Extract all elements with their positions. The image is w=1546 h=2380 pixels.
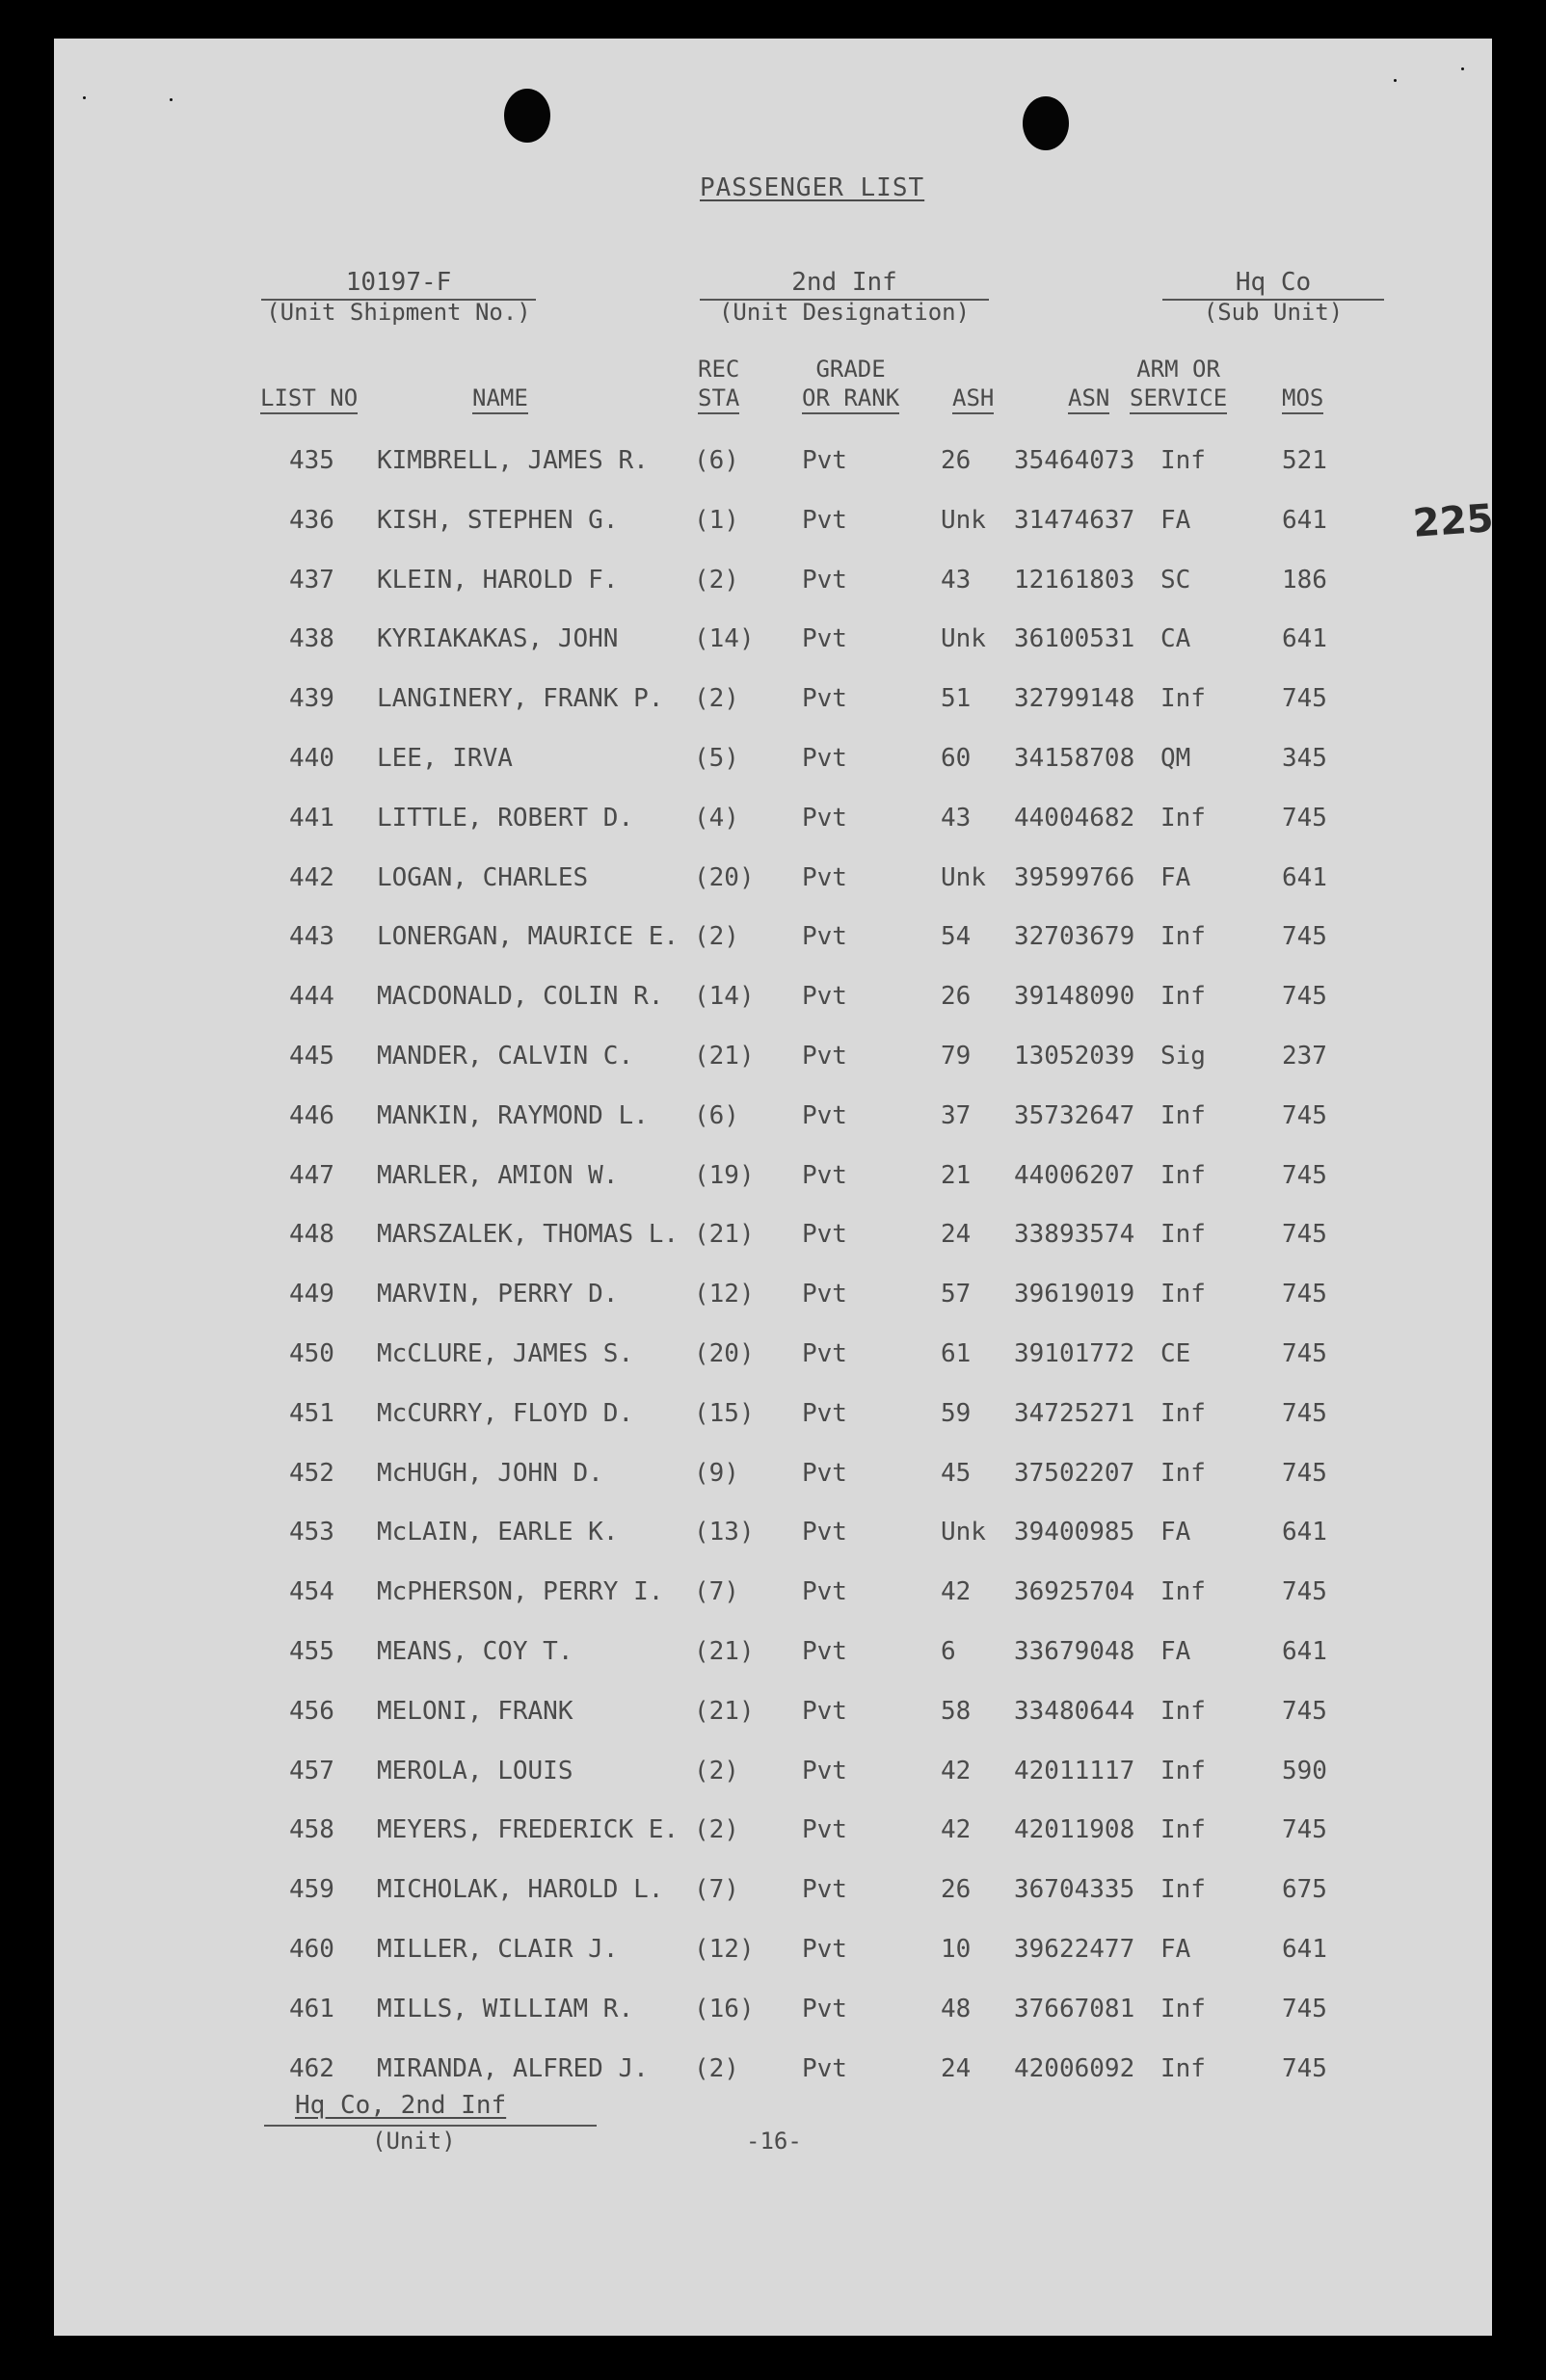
cell-grade: Pvt bbox=[802, 1220, 847, 1250]
cell-rec-sta: (16) bbox=[694, 1994, 755, 2023]
cell-arm-service: Inf bbox=[1160, 1994, 1206, 2023]
cell-mos: 745 bbox=[1282, 1815, 1327, 1845]
cell-list-no: 447 bbox=[289, 1160, 334, 1190]
cell-ash: 57 bbox=[941, 1280, 972, 1309]
punch-hole bbox=[1023, 96, 1069, 150]
cell-grade: Pvt bbox=[802, 1696, 847, 1726]
cell-list-no: 437 bbox=[289, 565, 334, 595]
cell-list-no: 435 bbox=[289, 446, 334, 475]
cell-list-no: 462 bbox=[289, 2053, 334, 2083]
cell-rec-sta: (5) bbox=[694, 744, 739, 773]
col-list-no: LIST NO bbox=[260, 383, 358, 414]
speck bbox=[83, 96, 86, 99]
cell-rec-sta: (7) bbox=[694, 1875, 739, 1905]
cell-mos: 745 bbox=[1282, 1100, 1327, 1130]
cell-ash: Unk bbox=[941, 505, 986, 535]
cell-name: McLAIN, EARLE K. bbox=[377, 1518, 619, 1547]
cell-grade: Pvt bbox=[802, 982, 847, 1012]
cell-rec-sta: (2) bbox=[694, 1815, 739, 1845]
cell-ash: 61 bbox=[941, 1339, 972, 1368]
punch-hole bbox=[504, 89, 550, 143]
cell-mos: 745 bbox=[1282, 922, 1327, 952]
cell-grade: Pvt bbox=[802, 684, 847, 714]
cell-arm-service: Inf bbox=[1160, 1398, 1206, 1428]
cell-asn: 37667081 bbox=[1014, 1994, 1135, 2023]
cell-name: MARVIN, PERRY D. bbox=[377, 1280, 619, 1309]
cell-name: McCURRY, FLOYD D. bbox=[377, 1398, 634, 1428]
cell-arm-service: Inf bbox=[1160, 1100, 1206, 1130]
cell-name: MILLER, CLAIR J. bbox=[377, 1935, 619, 1964]
cell-ash: 42 bbox=[941, 1815, 972, 1845]
cell-name: MELONI, FRANK bbox=[377, 1696, 573, 1726]
cell-rec-sta: (13) bbox=[694, 1518, 755, 1547]
cell-list-no: 448 bbox=[289, 1220, 334, 1250]
cell-list-no: 443 bbox=[289, 922, 334, 952]
cell-asn: 39148090 bbox=[1014, 982, 1135, 1012]
cell-asn: 34158708 bbox=[1014, 744, 1135, 773]
cell-ash: 51 bbox=[941, 684, 972, 714]
col-mos: MOS bbox=[1282, 383, 1323, 414]
cell-mos: 745 bbox=[1282, 1577, 1327, 1607]
cell-arm-service: FA bbox=[1160, 1518, 1191, 1547]
cell-ash: 42 bbox=[941, 1756, 972, 1785]
cell-asn: 39619019 bbox=[1014, 1280, 1135, 1309]
cell-grade: Pvt bbox=[802, 1042, 847, 1071]
cell-ash: 43 bbox=[941, 803, 972, 833]
cell-asn: 44006207 bbox=[1014, 1160, 1135, 1190]
cell-rec-sta: (2) bbox=[694, 565, 739, 595]
cell-mos: 745 bbox=[1282, 1994, 1327, 2023]
unit-shipment-number: 10197-F bbox=[261, 268, 536, 301]
cell-list-no: 446 bbox=[289, 1100, 334, 1130]
cell-list-no: 442 bbox=[289, 862, 334, 892]
cell-arm-service: Inf bbox=[1160, 684, 1206, 714]
cell-name: McCLURE, JAMES S. bbox=[377, 1339, 634, 1368]
cell-ash: 24 bbox=[941, 2053, 972, 2083]
cell-name: MILLS, WILLIAM R. bbox=[377, 1994, 634, 2023]
cell-grade: Pvt bbox=[802, 1577, 847, 1607]
cell-grade: Pvt bbox=[802, 1637, 847, 1666]
cell-rec-sta: (9) bbox=[694, 1458, 739, 1488]
unit-designation-caption: (Unit Designation) bbox=[718, 299, 971, 326]
cell-list-no: 445 bbox=[289, 1042, 334, 1071]
cell-arm-service: Inf bbox=[1160, 446, 1206, 475]
cell-ash: 26 bbox=[941, 1875, 972, 1905]
cell-rec-sta: (2) bbox=[694, 1756, 739, 1785]
cell-arm-service: Inf bbox=[1160, 1696, 1206, 1726]
cell-ash: 24 bbox=[941, 1220, 972, 1250]
cell-ash: 26 bbox=[941, 446, 972, 475]
cell-list-no: 438 bbox=[289, 624, 334, 654]
cell-asn: 39101772 bbox=[1014, 1339, 1135, 1368]
sub-unit: Hq Co bbox=[1162, 268, 1384, 301]
cell-list-no: 441 bbox=[289, 803, 334, 833]
cell-mos: 345 bbox=[1282, 744, 1327, 773]
cell-name: LEE, IRVA bbox=[377, 744, 513, 773]
cell-asn: 33893574 bbox=[1014, 1220, 1135, 1250]
col-rec-sta: REC STA bbox=[698, 355, 739, 414]
cell-list-no: 457 bbox=[289, 1756, 334, 1785]
cell-arm-service: CE bbox=[1160, 1339, 1191, 1368]
cell-rec-sta: (19) bbox=[694, 1160, 755, 1190]
cell-ash: 45 bbox=[941, 1458, 972, 1488]
cell-arm-service: Inf bbox=[1160, 1280, 1206, 1309]
cell-grade: Pvt bbox=[802, 1398, 847, 1428]
cell-rec-sta: (20) bbox=[694, 862, 755, 892]
cell-rec-sta: (2) bbox=[694, 684, 739, 714]
cell-name: KISH, STEPHEN G. bbox=[377, 505, 619, 535]
cell-grade: Pvt bbox=[802, 1280, 847, 1309]
cell-list-no: 460 bbox=[289, 1935, 334, 1964]
cell-ash: Unk bbox=[941, 1518, 986, 1547]
cell-rec-sta: (14) bbox=[694, 624, 755, 654]
cell-grade: Pvt bbox=[802, 1160, 847, 1190]
cell-arm-service: QM bbox=[1160, 744, 1191, 773]
cell-list-no: 453 bbox=[289, 1518, 334, 1547]
cell-list-no: 454 bbox=[289, 1577, 334, 1607]
cell-rec-sta: (21) bbox=[694, 1637, 755, 1666]
cell-name: MARLER, AMION W. bbox=[377, 1160, 619, 1190]
cell-name: McPHERSON, PERRY I. bbox=[377, 1577, 664, 1607]
cell-name: MEANS, COY T. bbox=[377, 1637, 573, 1666]
cell-asn: 35732647 bbox=[1014, 1100, 1135, 1130]
cell-rec-sta: (12) bbox=[694, 1935, 755, 1964]
cell-grade: Pvt bbox=[802, 1875, 847, 1905]
unit-shipment-caption: (Unit Shipment No.) bbox=[266, 299, 531, 326]
document-title: PASSENGER LIST bbox=[700, 173, 925, 202]
cell-asn: 32799148 bbox=[1014, 684, 1135, 714]
cell-list-no: 444 bbox=[289, 982, 334, 1012]
cell-mos: 745 bbox=[1282, 1458, 1327, 1488]
cell-mos: 745 bbox=[1282, 1339, 1327, 1368]
cell-ash: 26 bbox=[941, 982, 972, 1012]
cell-name: MARSZALEK, THOMAS L. bbox=[377, 1220, 680, 1250]
cell-list-no: 449 bbox=[289, 1280, 334, 1309]
cell-rec-sta: (12) bbox=[694, 1280, 755, 1309]
cell-rec-sta: (20) bbox=[694, 1339, 755, 1368]
cell-ash: 6 bbox=[941, 1637, 956, 1666]
cell-ash: 10 bbox=[941, 1935, 972, 1964]
cell-name: MICHOLAK, HAROLD L. bbox=[377, 1875, 664, 1905]
cell-name: LOGAN, CHARLES bbox=[377, 862, 589, 892]
cell-arm-service: FA bbox=[1160, 505, 1191, 535]
cell-asn: 37502207 bbox=[1014, 1458, 1135, 1488]
cell-mos: 521 bbox=[1282, 446, 1327, 475]
cell-mos: 745 bbox=[1282, 982, 1327, 1012]
cell-list-no: 455 bbox=[289, 1637, 334, 1666]
cell-ash: 60 bbox=[941, 744, 972, 773]
cell-arm-service: Inf bbox=[1160, 982, 1206, 1012]
cell-name: MIRANDA, ALFRED J. bbox=[377, 2053, 649, 2083]
cell-name: MEROLA, LOUIS bbox=[377, 1756, 573, 1785]
cell-arm-service: FA bbox=[1160, 1637, 1191, 1666]
cell-grade: Pvt bbox=[802, 1935, 847, 1964]
cell-rec-sta: (7) bbox=[694, 1577, 739, 1607]
cell-rec-sta: (2) bbox=[694, 922, 739, 952]
cell-list-no: 461 bbox=[289, 1994, 334, 2023]
cell-rec-sta: (1) bbox=[694, 505, 739, 535]
cell-name: MEYERS, FREDERICK E. bbox=[377, 1815, 680, 1845]
cell-grade: Pvt bbox=[802, 1756, 847, 1785]
cell-ash: Unk bbox=[941, 624, 986, 654]
cell-grade: Pvt bbox=[802, 1339, 847, 1368]
cell-grade: Pvt bbox=[802, 803, 847, 833]
cell-arm-service: CA bbox=[1160, 624, 1191, 654]
cell-asn: 39622477 bbox=[1014, 1935, 1135, 1964]
cell-rec-sta: (2) bbox=[694, 2053, 739, 2083]
col-asn: ASN bbox=[1068, 383, 1109, 414]
cell-arm-service: Inf bbox=[1160, 1160, 1206, 1190]
cell-asn: 36704335 bbox=[1014, 1875, 1135, 1905]
cell-arm-service: Sig bbox=[1160, 1042, 1206, 1071]
cell-mos: 675 bbox=[1282, 1875, 1327, 1905]
cell-list-no: 456 bbox=[289, 1696, 334, 1726]
cell-mos: 745 bbox=[1282, 1160, 1327, 1190]
cell-mos: 745 bbox=[1282, 1280, 1327, 1309]
cell-name: LANGINERY, FRANK P. bbox=[377, 684, 664, 714]
cell-list-no: 452 bbox=[289, 1458, 334, 1488]
cell-asn: 34725271 bbox=[1014, 1398, 1135, 1428]
cell-name: MACDONALD, COLIN R. bbox=[377, 982, 664, 1012]
page-stamp-number: 225 bbox=[1411, 496, 1496, 546]
cell-arm-service: Inf bbox=[1160, 1756, 1206, 1785]
cell-name: LITTLE, ROBERT D. bbox=[377, 803, 634, 833]
cell-asn: 12161803 bbox=[1014, 565, 1135, 595]
cell-grade: Pvt bbox=[802, 1518, 847, 1547]
cell-mos: 745 bbox=[1282, 1696, 1327, 1726]
cell-list-no: 439 bbox=[289, 684, 334, 714]
unit-designation: 2nd Inf bbox=[700, 268, 989, 301]
cell-ash: 48 bbox=[941, 1994, 972, 2023]
cell-list-no: 436 bbox=[289, 505, 334, 535]
cell-arm-service: Inf bbox=[1160, 1458, 1206, 1488]
cell-asn: 31474637 bbox=[1014, 505, 1135, 535]
cell-rec-sta: (6) bbox=[694, 446, 739, 475]
cell-list-no: 451 bbox=[289, 1398, 334, 1428]
cell-grade: Pvt bbox=[802, 862, 847, 892]
cell-mos: 745 bbox=[1282, 684, 1327, 714]
cell-ash: Unk bbox=[941, 862, 986, 892]
footer-underline bbox=[264, 2125, 597, 2127]
cell-rec-sta: (4) bbox=[694, 803, 739, 833]
cell-ash: 54 bbox=[941, 922, 972, 952]
cell-grade: Pvt bbox=[802, 1100, 847, 1130]
cell-rec-sta: (21) bbox=[694, 1042, 755, 1071]
cell-mos: 641 bbox=[1282, 862, 1327, 892]
cell-asn: 42011117 bbox=[1014, 1756, 1135, 1785]
cell-grade: Pvt bbox=[802, 446, 847, 475]
cell-mos: 641 bbox=[1282, 1637, 1327, 1666]
cell-arm-service: FA bbox=[1160, 1935, 1191, 1964]
cell-asn: 13052039 bbox=[1014, 1042, 1135, 1071]
cell-ash: 37 bbox=[941, 1100, 972, 1130]
cell-ash: 79 bbox=[941, 1042, 972, 1071]
cell-mos: 641 bbox=[1282, 1935, 1327, 1964]
cell-asn: 32703679 bbox=[1014, 922, 1135, 952]
cell-asn: 33679048 bbox=[1014, 1637, 1135, 1666]
cell-name: KIMBRELL, JAMES R. bbox=[377, 446, 649, 475]
cell-name: McHUGH, JOHN D. bbox=[377, 1458, 603, 1488]
col-arm-service: ARM OR SERVICE bbox=[1130, 355, 1227, 414]
cell-asn: 35464073 bbox=[1014, 446, 1135, 475]
cell-asn: 42006092 bbox=[1014, 2053, 1135, 2083]
cell-ash: 59 bbox=[941, 1398, 972, 1428]
sub-unit-caption: (Sub Unit) bbox=[1203, 299, 1344, 326]
cell-name: MANDER, CALVIN C. bbox=[377, 1042, 634, 1071]
cell-rec-sta: (6) bbox=[694, 1100, 739, 1130]
cell-name: KLEIN, HAROLD F. bbox=[377, 565, 619, 595]
cell-ash: 42 bbox=[941, 1577, 972, 1607]
cell-arm-service: Inf bbox=[1160, 2053, 1206, 2083]
cell-grade: Pvt bbox=[802, 505, 847, 535]
cell-ash: 58 bbox=[941, 1696, 972, 1726]
cell-arm-service: FA bbox=[1160, 862, 1191, 892]
cell-mos: 641 bbox=[1282, 505, 1327, 535]
cell-arm-service: SC bbox=[1160, 565, 1191, 595]
cell-mos: 641 bbox=[1282, 1518, 1327, 1547]
cell-mos: 186 bbox=[1282, 565, 1327, 595]
document-page bbox=[54, 39, 1496, 2336]
cell-asn: 39599766 bbox=[1014, 862, 1135, 892]
cell-name: KYRIAKAKAS, JOHN bbox=[377, 624, 619, 654]
speck bbox=[170, 98, 173, 101]
cell-asn: 33480644 bbox=[1014, 1696, 1135, 1726]
cell-mos: 745 bbox=[1282, 1220, 1327, 1250]
cell-arm-service: Inf bbox=[1160, 1577, 1206, 1607]
cell-grade: Pvt bbox=[802, 1458, 847, 1488]
cell-list-no: 440 bbox=[289, 744, 334, 773]
cell-ash: 21 bbox=[941, 1160, 972, 1190]
cell-mos: 745 bbox=[1282, 1398, 1327, 1428]
cell-rec-sta: (14) bbox=[694, 982, 755, 1012]
cell-mos: 745 bbox=[1282, 803, 1327, 833]
cell-ash: 43 bbox=[941, 565, 972, 595]
cell-mos: 641 bbox=[1282, 624, 1327, 654]
cell-asn: 42011908 bbox=[1014, 1815, 1135, 1845]
cell-list-no: 459 bbox=[289, 1875, 334, 1905]
cell-grade: Pvt bbox=[802, 1994, 847, 2023]
cell-grade: Pvt bbox=[802, 744, 847, 773]
cell-list-no: 450 bbox=[289, 1339, 334, 1368]
cell-list-no: 458 bbox=[289, 1815, 334, 1845]
cell-grade: Pvt bbox=[802, 1815, 847, 1845]
page-number: -16- bbox=[746, 2128, 802, 2155]
footer-unit-caption: (Unit) bbox=[372, 2128, 456, 2155]
cell-asn: 36925704 bbox=[1014, 1577, 1135, 1607]
cell-mos: 590 bbox=[1282, 1756, 1327, 1785]
col-name: NAME bbox=[472, 383, 528, 414]
cell-grade: Pvt bbox=[802, 624, 847, 654]
cell-rec-sta: (15) bbox=[694, 1398, 755, 1428]
col-grade: GRADE OR RANK bbox=[802, 355, 899, 414]
cell-arm-service: Inf bbox=[1160, 1220, 1206, 1250]
cell-mos: 237 bbox=[1282, 1042, 1327, 1071]
cell-rec-sta: (21) bbox=[694, 1220, 755, 1250]
cell-arm-service: Inf bbox=[1160, 922, 1206, 952]
cell-grade: Pvt bbox=[802, 922, 847, 952]
cell-grade: Pvt bbox=[802, 2053, 847, 2083]
cell-name: LONERGAN, MAURICE E. bbox=[377, 922, 680, 952]
cell-rec-sta: (21) bbox=[694, 1696, 755, 1726]
col-ash: ASH bbox=[952, 383, 994, 414]
speck bbox=[1394, 79, 1397, 82]
cell-asn: 44004682 bbox=[1014, 803, 1135, 833]
speck bbox=[1461, 67, 1464, 70]
cell-grade: Pvt bbox=[802, 565, 847, 595]
cell-asn: 36100531 bbox=[1014, 624, 1135, 654]
footer-unit: Hq Co, 2nd Inf bbox=[295, 2091, 507, 2120]
cell-name: MANKIN, RAYMOND L. bbox=[377, 1100, 649, 1130]
cell-asn: 39400985 bbox=[1014, 1518, 1135, 1547]
cell-arm-service: Inf bbox=[1160, 1815, 1206, 1845]
cell-mos: 745 bbox=[1282, 2053, 1327, 2083]
cell-arm-service: Inf bbox=[1160, 803, 1206, 833]
cell-arm-service: Inf bbox=[1160, 1875, 1206, 1905]
